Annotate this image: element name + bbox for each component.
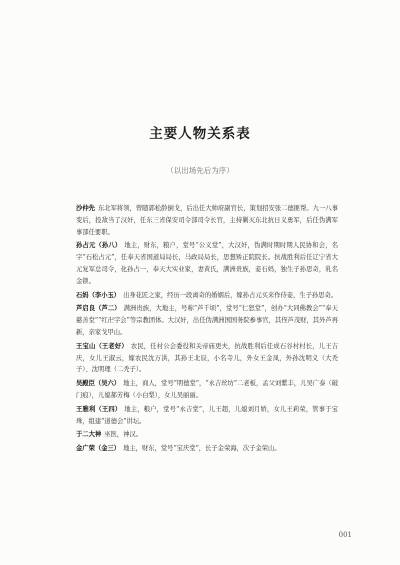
character-name: 芦启良（芦二） <box>76 305 121 313</box>
character-name: 吴殿臣（吴六） <box>76 380 121 388</box>
character-description: 满洲贵族，大地主，号称“芦千顷”，堂号“仁恕堂”，创办“大同佛教会”“奉天慈善堂”“红卍字会”等宗教团体。大汉奸，出任伪满洲国国务院参事官，其侄芦茂财，其外芦再新，亲家戈甲山。 <box>76 305 338 336</box>
character-description: 巫医，神汉。 <box>104 431 142 439</box>
character-entry <box>76 303 338 338</box>
character-name: 沙仲先 <box>76 205 95 212</box>
page-subtitle: （以出场先后为序） <box>166 166 234 175</box>
character-entry <box>76 429 338 441</box>
character-entry <box>76 290 338 302</box>
character-description: 出身花匠之家，经历一段离奇的婚姻后，嫁孙占元买来作侍妾，生子孙思奇。 <box>123 291 338 299</box>
character-entry <box>76 203 338 238</box>
character-description: 地主，商人，堂号“明德堂”，“永吉丝坊”二老板，孟父刘紫丰，儿吴广泰（破门痕），儿媳郝芳梅（小白梨），女儿吴丽丽。 <box>76 380 338 399</box>
character-name: 孙占元（孙八） <box>76 242 122 250</box>
character-list <box>76 203 338 457</box>
character-description: 地主，粮户，堂号“永吉堂”，儿王超，儿媳刘月娇，女儿王莉荣，管事于宝珠，组建“道德会”讲坛。 <box>76 405 339 425</box>
character-entry <box>76 240 338 287</box>
character-entry <box>76 404 338 428</box>
character-entry <box>76 378 338 402</box>
character-name: 王宝山（王老好） <box>76 342 128 350</box>
character-name: 王雅利（王四） <box>76 405 122 413</box>
character-description: 地主，财东，堂号“宝庆堂”，长子金荣海，次子金荣山。 <box>123 445 281 453</box>
page-title: 主要人物关系表 <box>149 126 251 142</box>
character-entry <box>76 341 338 376</box>
character-description: 地主，财东，粮户，堂号“公义堂”，大汉奸，伪满时期时期人民协和会，名字“石松占元”，任奉天省国道局局长，马政局局长，思想矫正院院长。抗战胜利后任辽宁省大元复军总司令，化孙占一，奉天大实业家，妻黄氏，满洲贵族，妾石妈，独生子孙思奇，乳名金锁。 <box>76 242 339 285</box>
character-description: 农民，任村公会委役和关帝庙更夫，抗战胜利后任成石谷村村长，儿王吉庆，女儿王淑云，嫁农民沈万洪，其孙王北辰，小名寺儿，外女王金凤，外孙沈明义（大秃子）、沈明理（二秃子）。 <box>76 342 339 374</box>
page-number: 001 <box>338 531 352 539</box>
character-name: 于二大神 <box>76 431 102 439</box>
character-entry <box>76 443 338 455</box>
character-name: 金广荣（金三） <box>76 445 121 453</box>
character-description: 东北军将领，曾随郭松龄倒戈，后出任大帅府副官长，策划招安张二德匪帮。九一八事变后，投敌当了汉奸，任东三省保安司令部司令长官，主持剿灭东北抗日义勇军，后任伪满军事部任要职。 <box>76 205 339 236</box>
character-name: 石妈（李小玉） <box>76 291 121 299</box>
